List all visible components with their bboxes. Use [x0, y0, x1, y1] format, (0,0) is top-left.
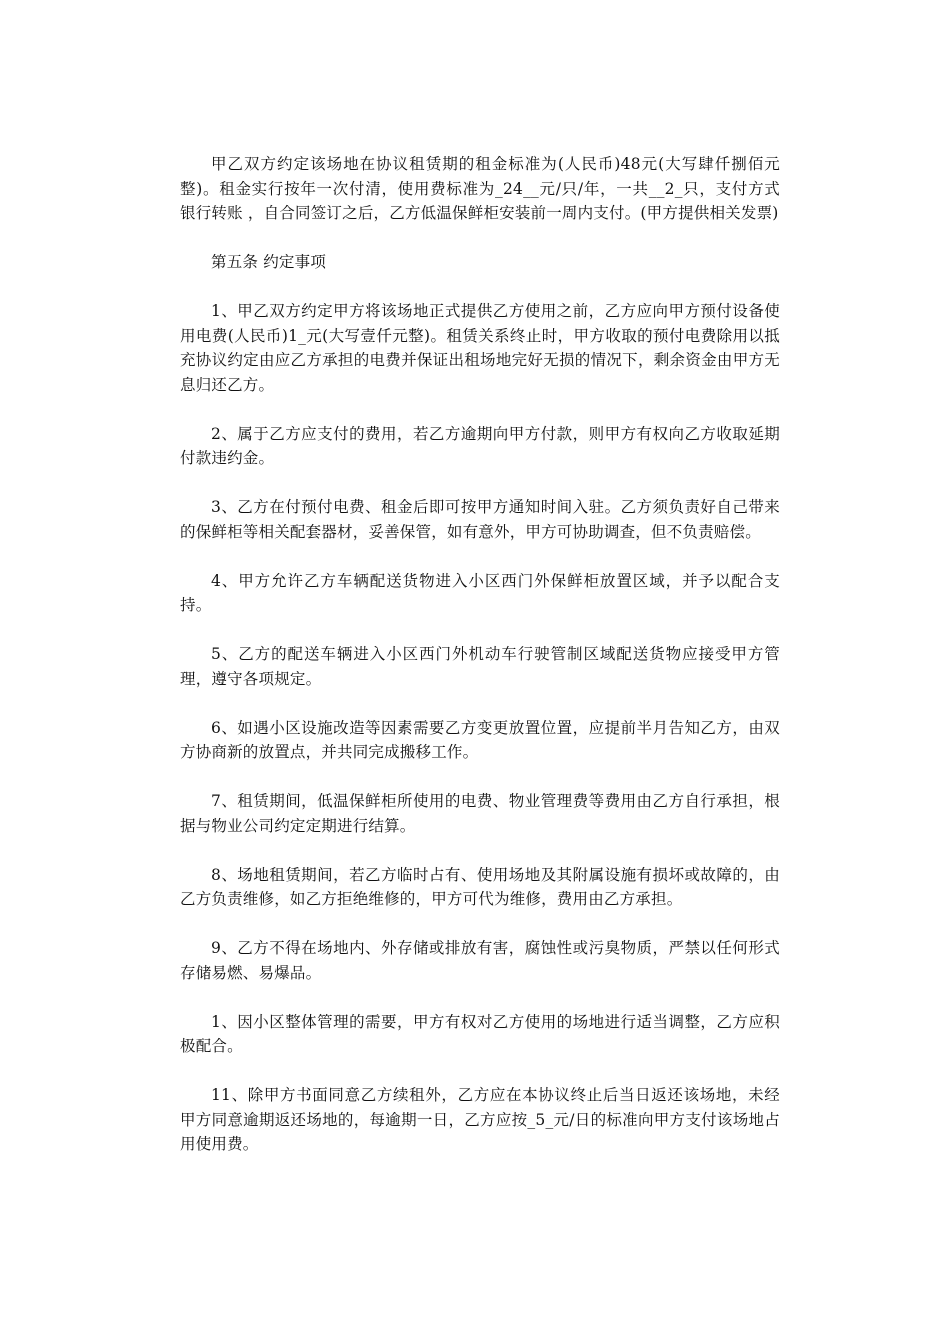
clause-7-fees: 7、租赁期间，低温保鲜柜所使用的电费、物业管理费等费用由乙方自行承担，根据与物业公司约定定期进行结算。: [180, 792, 780, 835]
clause-2-late-payment: 2、属于乙方应支付的费用，若乙方逾期向甲方付款，则甲方有权向乙方收取延期付款违约金。: [180, 424, 780, 467]
clause-1-prepaid-electricity: 1、甲乙双方约定甲方将该场地正式提供乙方使用之前，乙方应向甲方预付设备使用电费(人民币)1_元(大写壹仟元整)。租赁关系终止时，甲方收取的预付电费除用以抵充协议约定由应乙方承担的电费并保证出租场地完好无损的情况下，剩余资金由甲方无息归还乙方。: [180, 302, 780, 394]
section-heading-article-5: 第五条 约定事项: [211, 253, 327, 271]
clause-9-hazardous-materials: 9、乙方不得在场地内、外存储或排放有害，腐蚀性或污臭物质，严禁以任何形式存储易燃、易爆品。: [180, 939, 780, 982]
clause-5-vehicle-management: 5、乙方的配送车辆进入小区西门外机动车行驶管制区域配送货物应接受甲方管理，遵守各项规定。: [180, 645, 780, 688]
clause-6-relocation: 6、如遇小区设施改造等因素需要乙方变更放置位置，应提前半月告知乙方，由双方协商新的放置点，并共同完成搬移工作。: [180, 718, 780, 761]
clause-8-maintenance: 8、场地租赁期间，若乙方临时占有、使用场地及其附属设施有损坏或故障的，由乙方负责维修，如乙方拒绝维修的，甲方可代为维修，费用由乙方承担。: [180, 865, 780, 908]
paragraph-rent-standard: 甲乙双方约定该场地在协议租赁期的租金标准为(人民币)48元(大写肆仟捌佰元整)。租金实行按年一次付清，使用费标准为_24__元/只/年，一共__2_只，支付方式 银行转账 ，自合同签订之后，乙方低温保鲜柜安装前一周内支付。(甲方提供相关发票): [180, 155, 780, 222]
clause-10-adjustment: 1、因小区整体管理的需要，甲方有权对乙方使用的场地进行适当调整，乙方应积极配合。: [180, 1012, 780, 1055]
clause-3-move-in: 3、乙方在付预付电费、租金后即可按甲方通知时间入驻。乙方须负责好自己带来的保鲜柜等相关配套器材，妥善保管，如有意外，甲方可协助调查，但不负责赔偿。: [180, 498, 780, 541]
document-body: [180, 152, 780, 1181]
clause-11-return-site: 11、除甲方书面同意乙方续租外，乙方应在本协议终止后当日返还该场地，未经甲方同意逾期返还场地的，每逾期一日，乙方应按_5_元/日的标准向甲方支付该场地占用使用费。: [180, 1086, 780, 1153]
clause-4-vehicle-access: 4、甲方允许乙方车辆配送货物进入小区西门外保鲜柜放置区域，并予以配合支持。: [180, 571, 780, 614]
